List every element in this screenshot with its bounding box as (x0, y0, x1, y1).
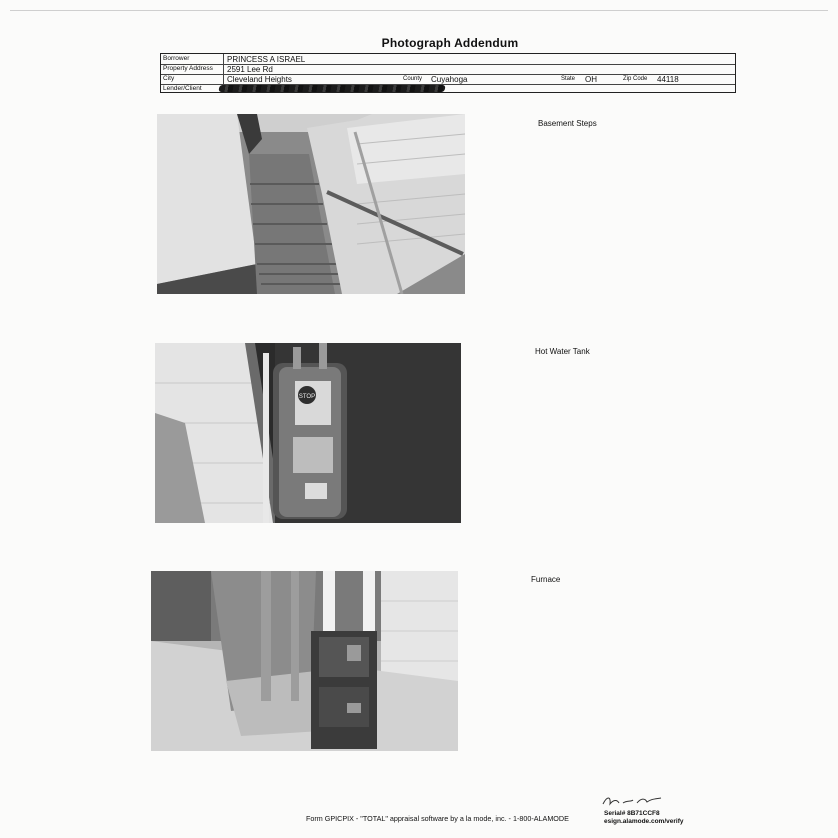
serial-block (604, 810, 683, 826)
state-value: OH (585, 75, 597, 84)
redaction-mark (218, 85, 445, 92)
county-value: Cuyahoga (431, 75, 468, 84)
stop-sticker-text: STOP (298, 394, 316, 400)
zip-value: 44118 (657, 75, 679, 84)
page-title-text: Photograph Addendum (381, 36, 519, 50)
form-footer: Form GPICPIX - "TOTAL" appraisal software by a la mode, inc. - 1-800-ALAMODE (306, 814, 569, 823)
verify-url: esign.alamode.com/verify (604, 818, 684, 825)
lender-label: Lender/Client (163, 85, 202, 92)
borrower-value: PRINCESS A ISRAEL (227, 55, 306, 64)
property-address-value: 2591 Lee Rd (227, 65, 273, 74)
zip-label: Zip Code (623, 76, 648, 82)
caption-hot-water-tank: Hot Water Tank (535, 347, 590, 356)
photo-basement-steps (157, 114, 465, 294)
property-address-label: Property Address (163, 65, 213, 72)
scan-edge-line (10, 10, 828, 11)
caption-basement-steps: Basement Steps (538, 119, 597, 128)
lender-row (161, 84, 735, 94)
subject-info-box (160, 53, 736, 93)
borrower-label: Borrower (163, 55, 190, 62)
appraiser-signature (601, 794, 665, 808)
caption-furnace: Furnace (531, 575, 561, 584)
city-value: Cleveland Heights (227, 75, 292, 84)
page-title (0, 36, 838, 50)
serial-number: Serial# 8B71CCF8 (604, 810, 660, 817)
state-label: State (561, 76, 576, 82)
city-label: City (163, 75, 175, 82)
county-label: County (403, 76, 423, 82)
photo-hot-water-tank (155, 343, 461, 523)
photo-furnace (151, 571, 458, 751)
